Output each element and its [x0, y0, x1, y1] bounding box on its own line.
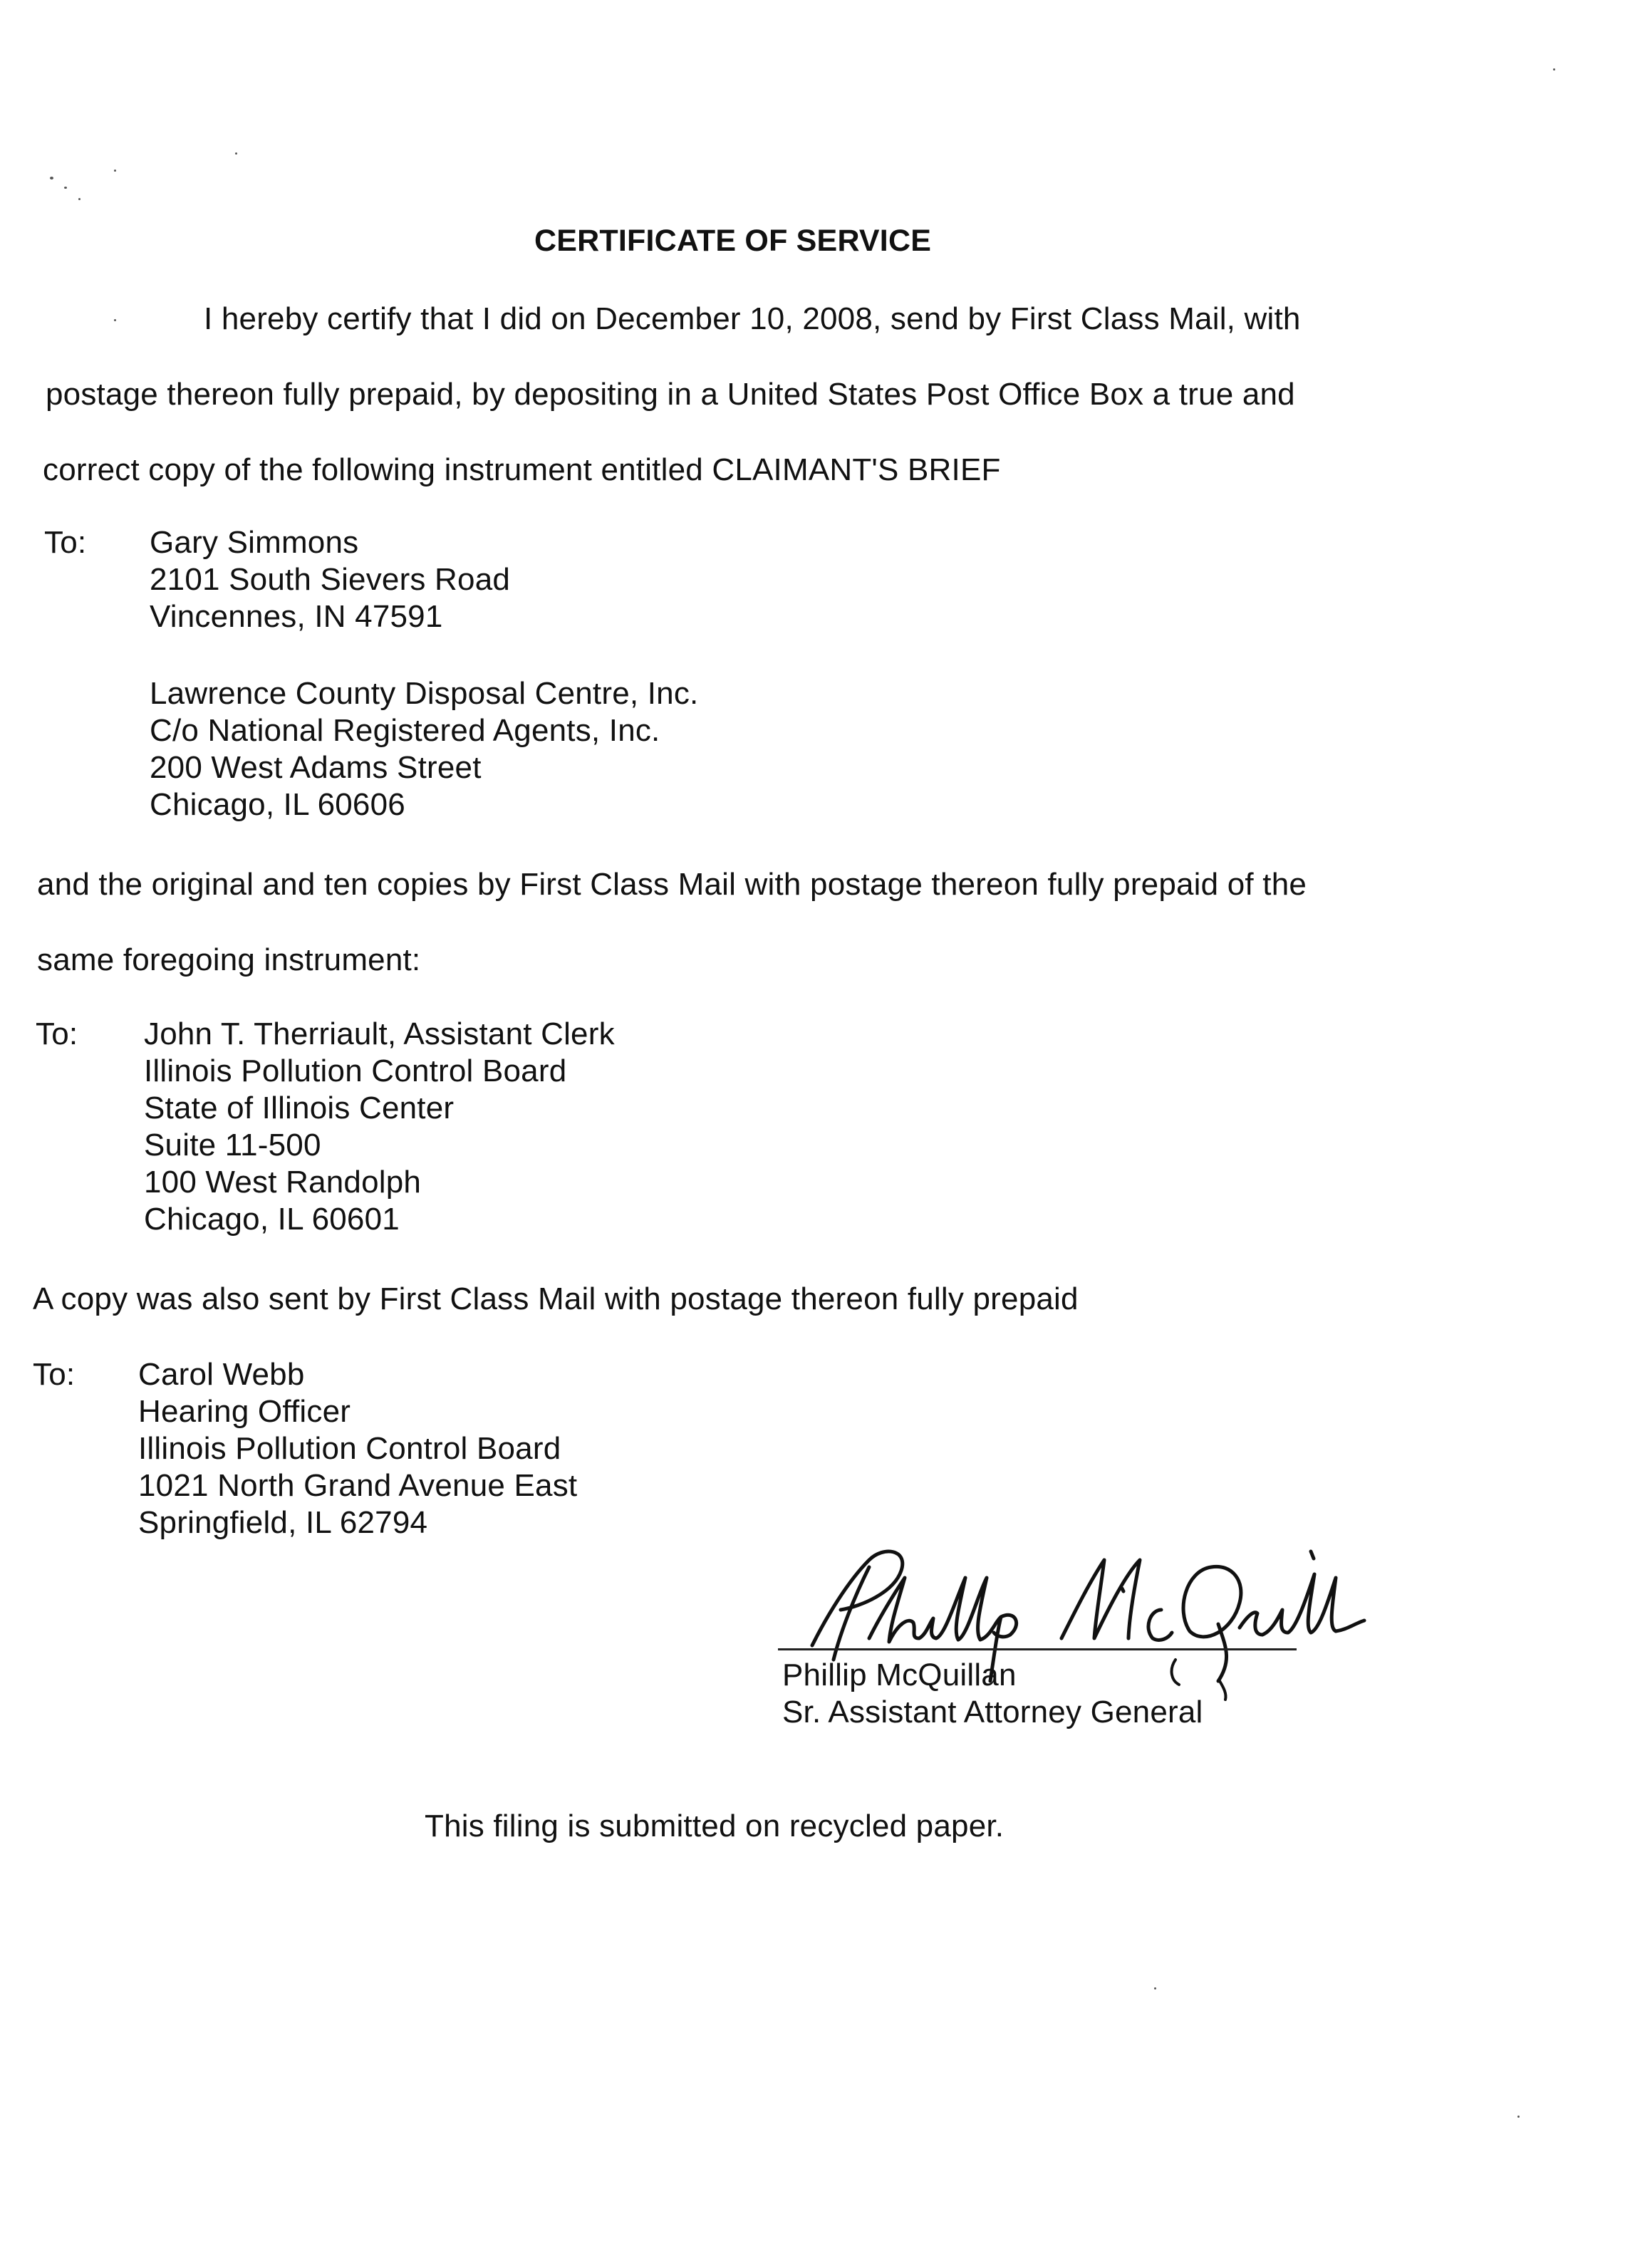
address-line: 100 West Randolph: [144, 1165, 422, 1200]
scan-speck: [1517, 2116, 1520, 2118]
address-block: [144, 1016, 615, 1238]
address-line: 2101 South Sievers Road: [150, 562, 511, 597]
address-line: Illinois Pollution Control Board: [144, 1054, 567, 1088]
scan-speck: [1553, 68, 1555, 71]
address-line: Vincennes, IN 47591: [150, 599, 443, 634]
address-block: [150, 524, 510, 635]
signature-block: [782, 1657, 1203, 1731]
paragraph-line: A copy was also sent by First Class Mail with postage thereon fully prepaid: [33, 1281, 1079, 1316]
scan-speck: [114, 319, 116, 321]
address-line: Chicago, IL 60606: [150, 787, 405, 822]
scan-speck: [114, 170, 116, 172]
page-title: CERTIFICATE OF SERVICE: [534, 224, 932, 258]
address-block: [138, 1356, 577, 1541]
to-label: To:: [36, 1016, 78, 1051]
paragraph-line: same foregoing instrument:: [37, 942, 421, 977]
signer-name: Phillip McQuillan: [782, 1658, 1017, 1692]
to-label: To:: [33, 1357, 76, 1392]
to-label: To:: [44, 525, 87, 560]
address-line: State of Illinois Center: [144, 1091, 455, 1125]
scan-speck: [235, 152, 237, 155]
signer-title: Sr. Assistant Attorney General: [782, 1695, 1203, 1729]
address-line: 1021 North Grand Avenue East: [138, 1468, 578, 1503]
address-line: Carol Webb: [138, 1357, 305, 1392]
address-line: Illinois Pollution Control Board: [138, 1431, 561, 1466]
address-line: Suite 11-500: [144, 1128, 321, 1162]
paragraph-line: correct copy of the following instrument entitled CLAIMANT'S BRIEF: [43, 452, 1001, 487]
address-line: Springfield, IL 62794: [138, 1505, 428, 1540]
footer-note: This filing is submitted on recycled paper.: [425, 1809, 1005, 1843]
scan-speck: [78, 198, 81, 200]
address-line: Gary Simmons: [150, 525, 359, 560]
scan-speck: [64, 187, 67, 189]
address-line: 200 West Adams Street: [150, 750, 482, 785]
address-line: Lawrence County Disposal Centre, Inc.: [150, 676, 699, 711]
scan-speck: [1154, 1987, 1156, 1989]
address-line: Chicago, IL 60601: [144, 1202, 400, 1237]
address-block: [150, 675, 698, 823]
paragraph-line: I hereby certify that I did on December 10, 2008, send by First Class Mail, with: [204, 301, 1301, 336]
address-line: C/o National Registered Agents, Inc.: [150, 713, 660, 748]
paragraph-line: postage thereon fully prepaid, by depositing in a United States Post Office Box a true and: [46, 377, 1295, 412]
signature-line: [778, 1648, 1297, 1650]
address-line: John T. Therriault, Assistant Clerk: [144, 1016, 615, 1051]
scan-speck: [50, 177, 53, 180]
paragraph-line: and the original and ten copies by First Class Mail with postage thereon fully prepaid of the: [37, 867, 1307, 902]
address-line: Hearing Officer: [138, 1394, 351, 1429]
